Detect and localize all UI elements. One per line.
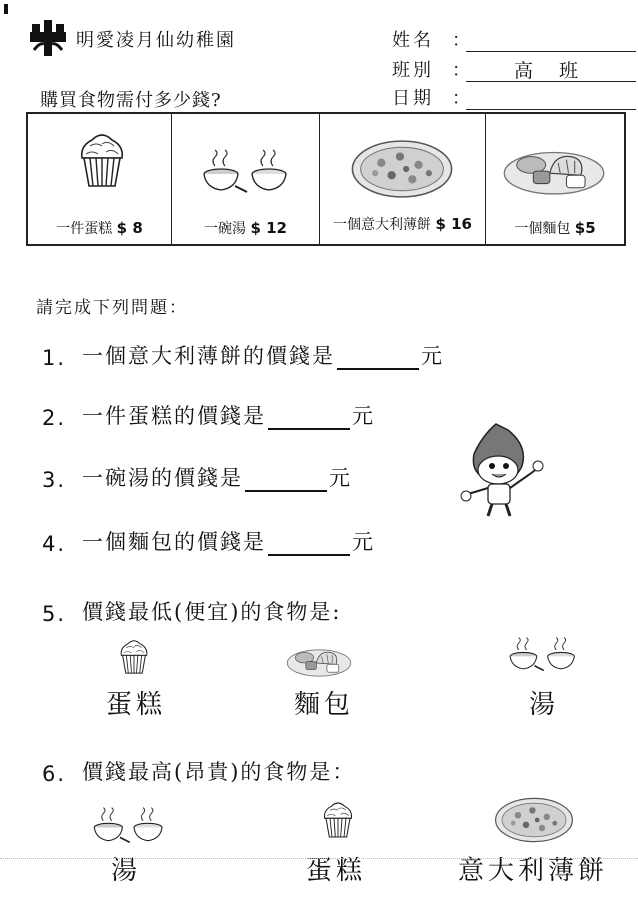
worksheet-topic: 購買食物需付多少錢? <box>40 90 222 111</box>
class-value[interactable]: 高 班 <box>466 61 636 82</box>
class-label: 班別 <box>392 60 434 81</box>
soup-bowls-icon <box>90 806 168 844</box>
price-label-cake: 一件蛋糕 $ 8 <box>56 219 143 237</box>
answer-blank-3[interactable] <box>245 468 327 492</box>
price-table <box>26 112 626 246</box>
name-label: 姓名 <box>392 30 434 51</box>
chestnut-mascot-icon <box>452 418 562 522</box>
q6-option-pizza[interactable]: 意大利薄餅 <box>457 856 608 886</box>
name-field: 姓名 ： <box>392 26 636 52</box>
answer-blank-4[interactable] <box>268 532 350 556</box>
price-cell-cake <box>28 114 172 244</box>
pizza-icon <box>494 796 574 844</box>
school-name: 明愛凌月仙幼稚園 <box>76 30 236 51</box>
soup-bowls-icon <box>506 636 580 672</box>
question-1: 1. 一個意大利薄餅的價錢是 元 <box>42 344 444 370</box>
q5-option-cake[interactable]: 蛋糕 <box>105 690 166 720</box>
question-6: 6. 價錢最高(昂貴)的食物是： <box>42 760 356 786</box>
price-cell-bread <box>486 114 624 244</box>
page-edge-line <box>0 858 638 859</box>
price-label-pizza: 一個意大利薄餅 $ 16 <box>333 215 472 233</box>
q6-option-cake[interactable]: 蛋糕 <box>305 856 366 886</box>
price-cell-soup <box>172 114 320 244</box>
question-5: 5. 價錢最低(便宜)的食物是: <box>42 600 342 626</box>
date-label: 日期 <box>392 88 434 109</box>
bread-plate-icon <box>286 640 352 678</box>
pizza-icon <box>350 138 454 200</box>
instructions: 請完成下列問題： <box>36 298 188 318</box>
q5-option-soup[interactable]: 湯 <box>528 690 559 720</box>
soup-bowls-icon <box>200 148 292 194</box>
scan-mark <box>4 4 8 14</box>
question-4: 4. 一個麵包的價錢是 元 <box>42 530 375 556</box>
price-label-bread: 一個麵包 $5 <box>514 219 596 237</box>
bread-plate-icon <box>502 138 606 196</box>
cupcake-icon <box>72 128 132 190</box>
price-label-soup: 一碗湯 $ 12 <box>204 219 287 237</box>
date-field: 日期 ： <box>392 84 636 110</box>
answer-blank-2[interactable] <box>268 406 350 430</box>
answer-blank-1[interactable] <box>337 346 419 370</box>
question-2: 2. 一件蛋糕的價錢是 元 <box>42 404 375 430</box>
q6-option-soup[interactable]: 湯 <box>110 856 141 886</box>
class-field: 班別 ： 高 班 <box>392 56 636 82</box>
name-line[interactable] <box>466 31 636 52</box>
cupcake-icon <box>318 796 358 842</box>
cross-logo-icon <box>30 20 66 56</box>
price-cell-pizza <box>320 114 486 244</box>
date-line[interactable] <box>466 89 636 110</box>
question-3: 3. 一碗湯的價錢是 元 <box>42 466 352 492</box>
cupcake-icon <box>115 634 153 678</box>
q5-option-bread[interactable]: 麵包 <box>293 690 354 720</box>
